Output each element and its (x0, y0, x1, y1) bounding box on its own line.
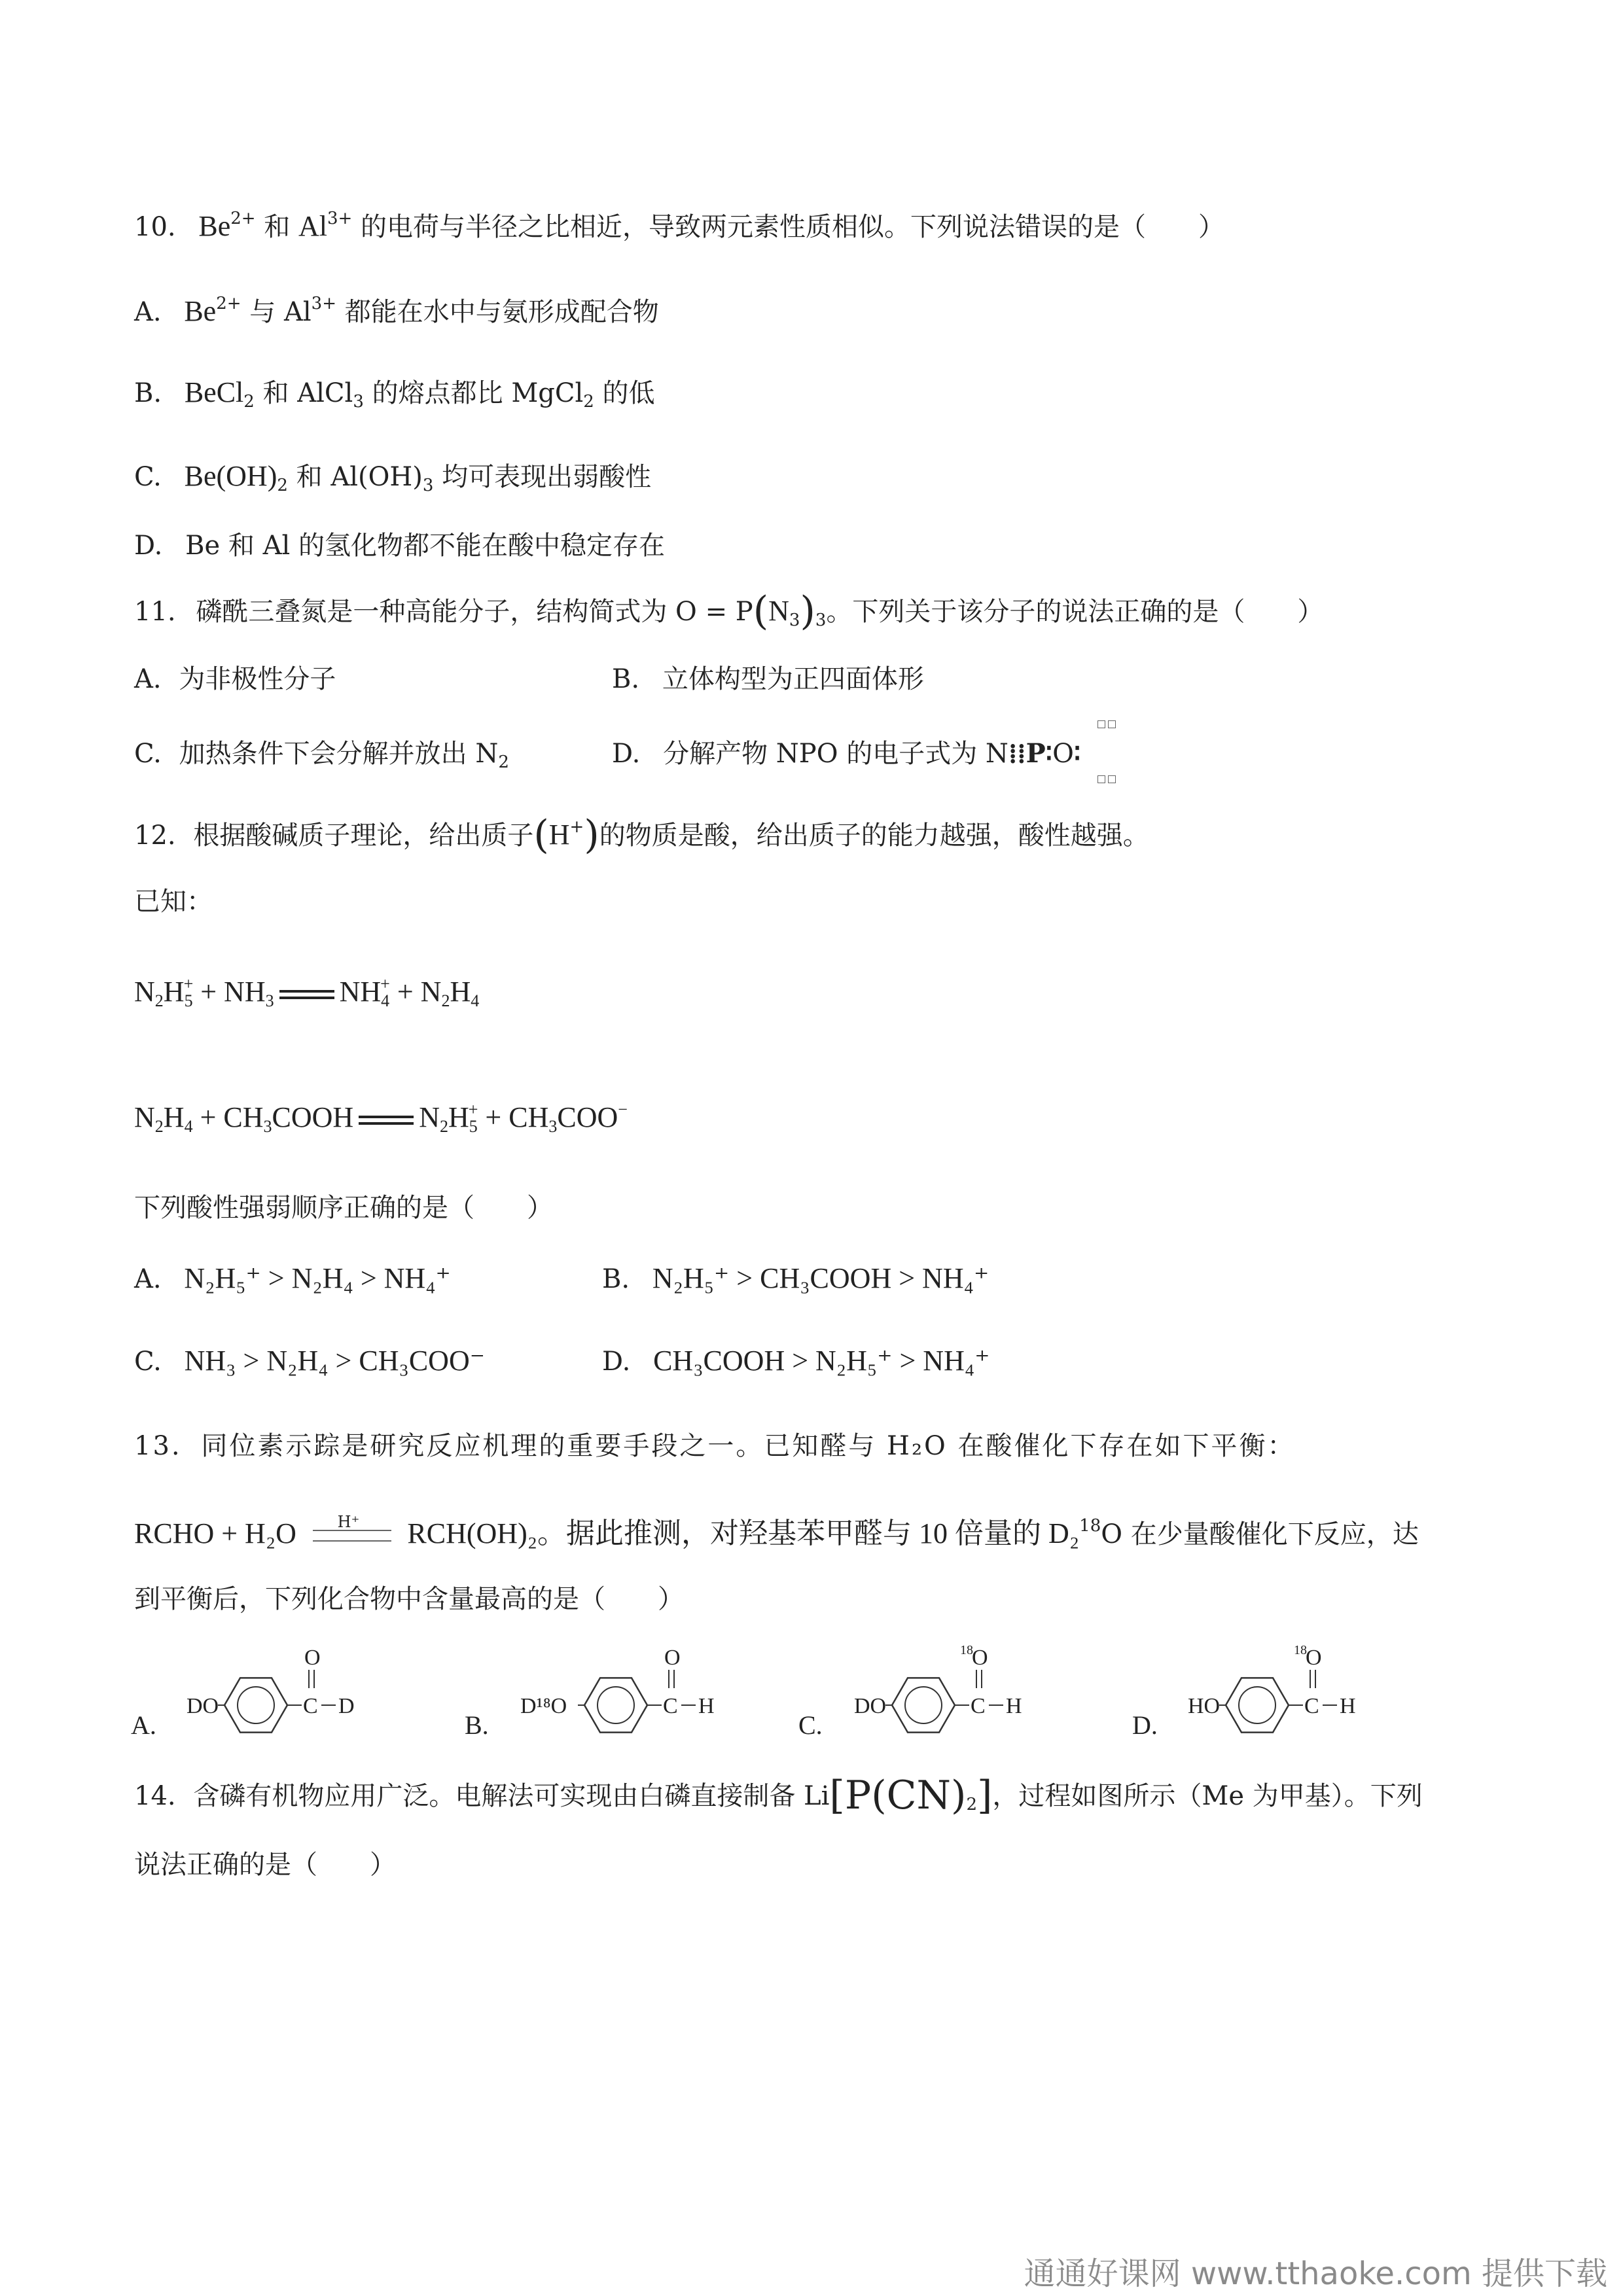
aromatic-circle (1239, 1687, 1275, 1723)
q11-option-b: B. 立体构型为正四面体形 (612, 664, 924, 694)
substituent-left: HO (1188, 1694, 1221, 1718)
q11-option-a: A. 为非极性分子 (134, 664, 336, 694)
q13-structure-a (131, 1646, 355, 1740)
aromatic-circle (238, 1687, 274, 1723)
electron-dot-boxes-top (1096, 718, 1117, 731)
equilibrium-arrow: H⁺ (313, 1523, 391, 1549)
substituent-left: DO (854, 1694, 887, 1718)
substituent-left: DO (187, 1694, 219, 1718)
aromatic-circle (597, 1687, 634, 1723)
carbonyl-oxygen: O (972, 1646, 988, 1670)
substituent-left: D¹⁸O (520, 1694, 567, 1718)
option-label: A. (131, 1710, 156, 1740)
q11-stem: 11. 磷酰三叠氮是一种高能分子，结构简式为 $O = P(N_3)_3$。下列关于该分子的说法正确的是（ ） (134, 588, 1324, 634)
q12-question: 下列酸性强弱顺序正确的是（ ） (134, 1193, 553, 1223)
q10-option-c: C. $Be(OH)_2$ 和 $Al(OH)_3$ 均可表现出弱酸性 (134, 460, 652, 495)
q13-structure-c (798, 1643, 1022, 1740)
benzene-ring (1226, 1678, 1289, 1732)
q11-option-c: C. 加热条件下会分解并放出 $N_2$ (134, 739, 509, 772)
q13-line2: RCHO + H₂O H⁺ RCH(OH)₂。据此推测，对羟基苯甲醛与 10 倍量的 D₂$^{18}$O 在少量酸催化下反应，达 (134, 1513, 1419, 1549)
aromatic-circle (905, 1687, 942, 1723)
q10-option-d: D. Be 和 Al 的氢化物都不能在酸中稳定存在 (134, 531, 665, 561)
q12-equation-2: $N_2H_4$ + $CH_3COOH$ $N_2H_5^+ + CH_3COO^-$ (134, 1100, 628, 1136)
q10-stem: 10. $Be^{2+}$ 和 $Al^{3+}$ 的电荷与半径之比相近，导致两元素性质相似。下列说法错误的是（ ） (134, 209, 1225, 242)
benzene-ring (224, 1678, 287, 1732)
q12-option-b: B. N₂H₅⁺ > CH₃COOH > NH₄⁺ (602, 1262, 990, 1294)
carbonyl-carbon: C (663, 1694, 678, 1718)
q10-option-b: B. BeCl$_2$ 和 AlCl$_3$ 的熔点都比 MgCl$_2$ 的低 (134, 376, 655, 412)
q13-structure-d (1132, 1643, 1356, 1740)
q12-option-d: D. CH₃COOH > N₂H₅⁺ > NH₄⁺ (602, 1345, 990, 1377)
equals-double-line (359, 1116, 414, 1125)
q13-structure-b (465, 1646, 715, 1740)
isotope-label: 18 (960, 1643, 973, 1657)
carbonyl-carbon: C (303, 1694, 318, 1718)
q12-known: 已知： (134, 887, 213, 917)
q14-stem: 14. 含磷有机物应用广泛。电解法可实现由白磷直接制备 $Li[P(CN)_2]$，过程如图所示（Me 为甲基）。下列 (134, 1773, 1423, 1818)
substituent-right: H (1006, 1694, 1022, 1718)
q12-option-c: C. NH₃ > N₂H₄ > CH₃COO⁻ (134, 1345, 485, 1377)
q12-stem: 12. 根据酸碱质子理论，给出质子(H+)的物质是酸，给出质子的能力越强，酸性越强。 (134, 812, 1149, 858)
q10-number: 10. (134, 212, 176, 242)
q10-option-a: A. $Be^{2+}$ 与 $Al^{3+}$ 都能在水中与氨形成配合物 (134, 294, 659, 327)
benzene-ring (892, 1678, 955, 1732)
substituent-right: D (338, 1694, 355, 1718)
carbonyl-carbon: C (1304, 1694, 1319, 1718)
substituent-right: H (698, 1694, 715, 1718)
q13-stem: 13. 同位素示踪是研究反应机理的重要手段之一。已知醛与 H₂O 在酸催化下存在如下平衡： (134, 1431, 1296, 1461)
q13-structures (124, 1636, 1499, 1740)
q12-equation-1: $N_2H_5^+ + NH_3$ $NH_4^+ + N_2H_4$ (134, 974, 480, 1010)
carbonyl-oxygen: O (664, 1646, 681, 1670)
electron-dots: ⁞⁞P∶ (1008, 738, 1053, 769)
watermark: 通通好课网 www.tthaoke.com 提供下载 (1024, 2255, 1607, 2292)
q11-option-d: D. 分解产物 NPO 的电子式为 N⁞⁞P∶O∶ (612, 738, 1081, 769)
substituent-right: H (1340, 1694, 1356, 1718)
equals-double-line (279, 990, 334, 999)
carbonyl-oxygen: O (304, 1646, 321, 1670)
carbonyl-carbon: C (971, 1694, 986, 1718)
option-label: D. (1132, 1710, 1158, 1740)
option-label: C. (798, 1710, 823, 1740)
isotope-label: 18 (1294, 1643, 1307, 1657)
q12-option-a: A. N₂H₅⁺ > N₂H₄ > NH₄⁺ (134, 1262, 451, 1294)
benzene-ring (584, 1678, 647, 1732)
q14-line2: 说法正确的是（ ） (134, 1850, 396, 1880)
electron-dot-boxes-bottom (1096, 773, 1117, 786)
option-label: B. (465, 1710, 489, 1740)
carbonyl-oxygen: O (1306, 1646, 1322, 1670)
q13-line3: 到平衡后，下列化合物中含量最高的是（ ） (134, 1584, 684, 1614)
